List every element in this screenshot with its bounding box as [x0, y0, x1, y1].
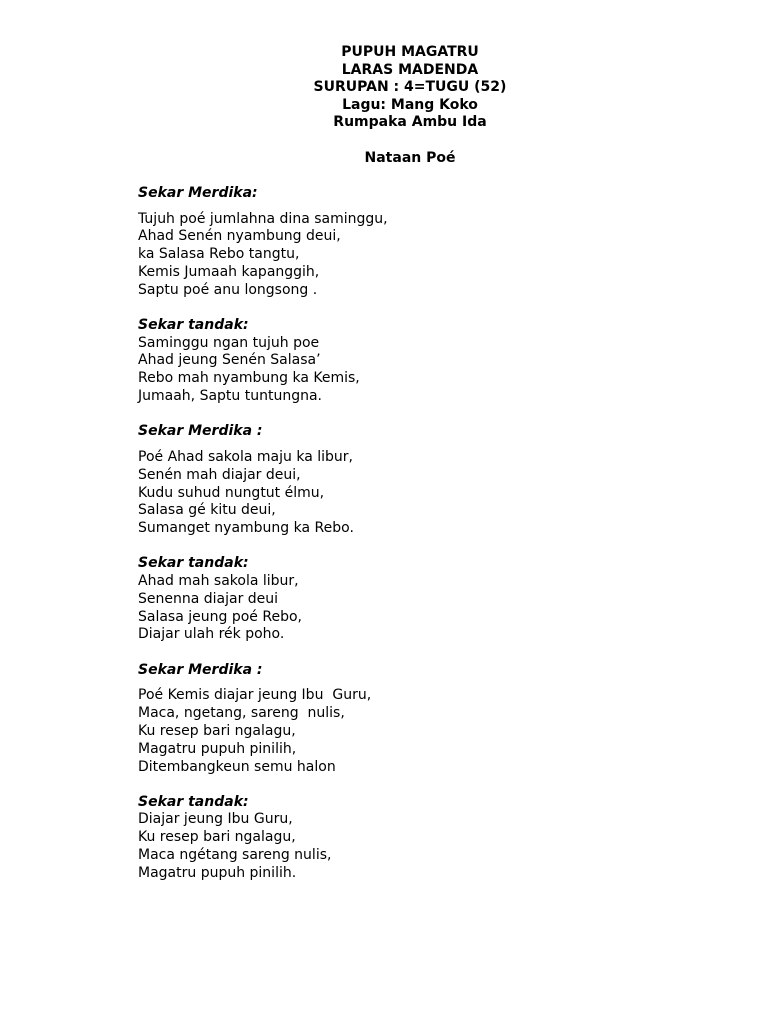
section-title: Sekar tandak: — [138, 555, 249, 572]
poem-line: Diajar ulah rék poho. — [138, 626, 285, 643]
poem-section — [138, 662, 738, 777]
poem-body — [138, 185, 738, 883]
poem-line: Ahad mah sakola libur, — [138, 573, 299, 590]
poem-section — [138, 423, 738, 538]
spacer — [138, 203, 738, 211]
poem-line: Diajar jeung Ibu Guru, — [138, 811, 293, 828]
poem-line: ka Salasa Rebo tangtu, — [138, 246, 300, 263]
poem-line: Senenna diajar deui — [138, 590, 279, 607]
poem-section — [138, 317, 738, 406]
document-subtitle: Nataan Poé — [364, 150, 456, 166]
poem-line: Ku resep bari ngalagu, — [138, 829, 296, 846]
poem-line: Salasa gé kitu deui, — [138, 502, 276, 519]
spacer — [138, 679, 738, 687]
poem-line: Ahad jeung Senén Salasa’ — [138, 352, 321, 369]
header-rumpaka: Rumpaka Ambu Ida — [333, 114, 487, 131]
header-title: PUPUH MAGATRU — [341, 44, 479, 60]
poem-line: Maca ngétang sareng nulis, — [138, 846, 332, 863]
poem-line: Maca, ngetang, sareng nulis, — [138, 705, 345, 722]
poem-line: Poé Ahad sakola maju ka libur, — [138, 448, 353, 465]
poem-line: Rebo mah nyambung ka Kemis, — [138, 370, 360, 387]
document-header — [0, 44, 768, 132]
poem-line: Kemis Jumaah kapanggih, — [138, 263, 320, 280]
poem-line: Ku resep bari ngalagu, — [138, 722, 296, 739]
poem-line: Magatru pupuh pinilih, — [138, 740, 297, 757]
section-title: Sekar Merdika: — [138, 185, 258, 201]
poem-line: Saminggu ngan tujuh poe — [138, 334, 320, 351]
poem-line: Poé Kemis diajar jeung Ibu Guru, — [138, 687, 372, 704]
spacer — [138, 441, 738, 449]
poem-line: Sumanget nyambung ka Rebo. — [138, 520, 354, 537]
poem-line: Jumaah, Saptu tuntungna. — [138, 388, 322, 405]
section-title: Sekar Merdika : — [138, 661, 263, 678]
header-surupan: SURUPAN : 4=TUGU (52) — [313, 79, 507, 96]
header-lagu: Lagu: Mang Koko — [342, 96, 478, 113]
header-laras: LARAS MADENDA — [341, 61, 479, 78]
poem-line: Tujuh poé jumlahna dina saminggu, — [138, 210, 388, 227]
poem-line: Ditembangkeun semu halon — [138, 758, 336, 775]
poem-line: Senén mah diajar deui, — [138, 466, 301, 483]
section-title: Sekar tandak: — [138, 317, 249, 334]
poem-line: Saptu poé anu longsong . — [138, 281, 318, 298]
poem-section — [138, 185, 738, 300]
poem-line: Kudu suhud nungtut élmu, — [138, 484, 325, 501]
section-title: Sekar tandak: — [138, 793, 249, 810]
poem-section — [138, 794, 738, 883]
poem-section — [138, 555, 738, 644]
poem-line: Magatru pupuh pinilih. — [138, 864, 297, 881]
section-title: Sekar Merdika : — [138, 423, 263, 440]
poem-line: Ahad Senén nyambung deui, — [138, 228, 341, 245]
poem-line: Salasa jeung poé Rebo, — [138, 608, 302, 625]
